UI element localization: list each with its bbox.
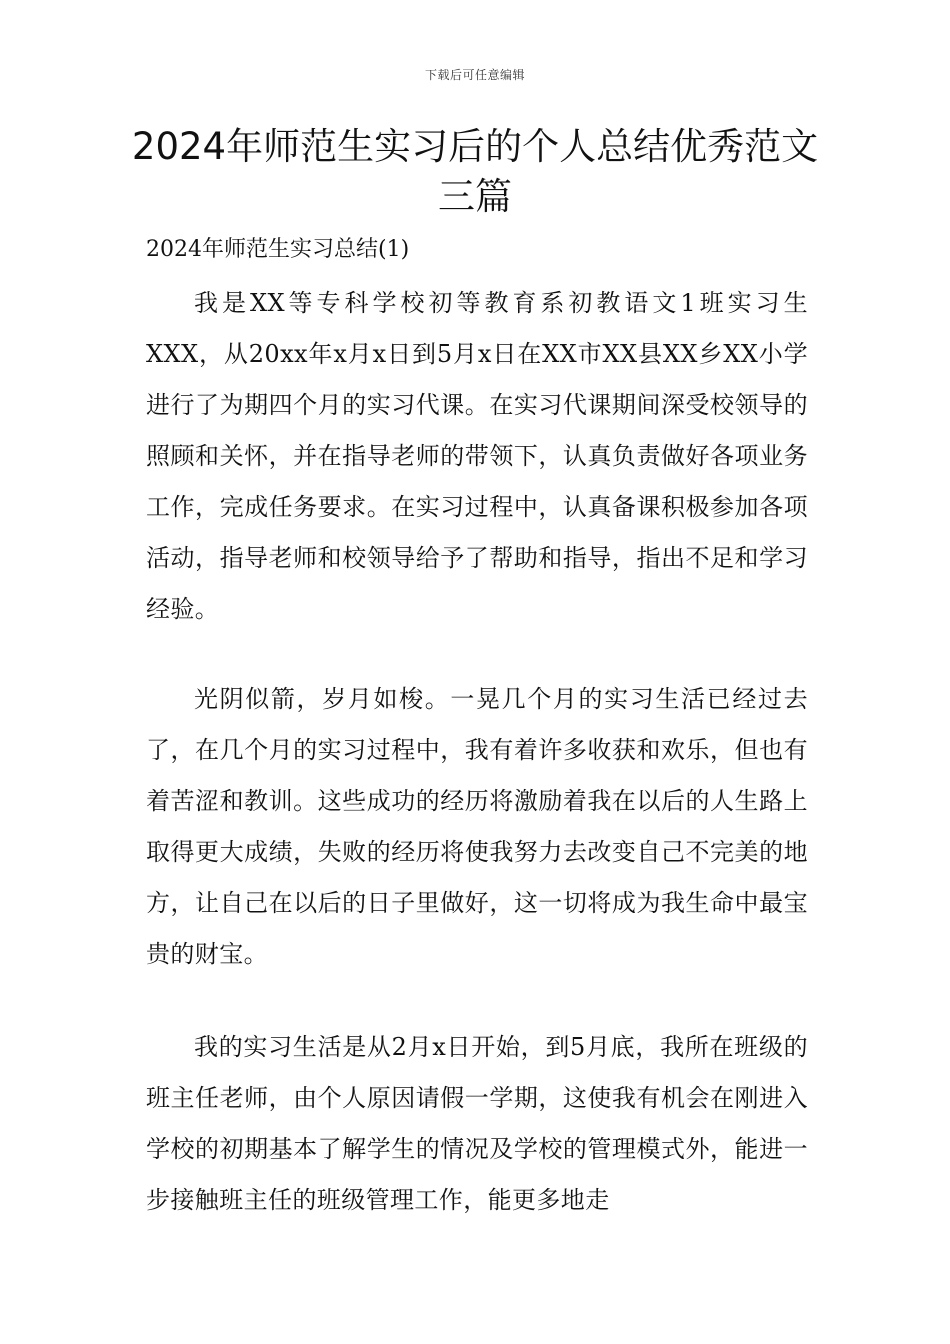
document-title: 2024年师范生实习后的个人总结优秀范文三篇 (131, 125, 819, 218)
body-paragraph: 光阴似箭，岁月如梭。一晃几个月的实习生活已经过去了，在几个月的实习过程中，我有着许多收获和欢乐，但也有着苦涩和教训。这些成功的经历将激励着我在以后的人生路上取得更大成绩，失败的经历将使我努力去改变自己不完美的地方，让自己在以后的日子里做好，这一切将成为我生命中最宝贵的财宝。 (146, 685, 808, 968)
body-paragraph: 我的实习生活是从2月x日开始，到5月底，我所在班级的班主任老师，由个人原因请假一学期，这使我有机会在刚进入学校的初期基本了解学生的情况及学校的管理模式外，能进一步接触班主任的班级管理工作，能更多地走 (146, 1033, 808, 1214)
header-note: 下载后可任意编辑 (424, 68, 525, 82)
section-heading: 2024年师范生实习总结(1) (146, 237, 410, 262)
body-paragraph: 我是XX等专科学校初等教育系初教语文1班实习生XXX，从20xx年x月x日到5月x日在XX市XX县XX乡XX小学进行了为期四个月的实习代课。在实习代课期间深受校领导的照顾和关怀，并在指导老师的带领下，认真负责做好各项业务工作，完成任务要求。在实习过程中，认真备课积极参加各项活动，指导老师和校领导给予了帮助和指导，指出不足和学习经验。 (146, 289, 808, 623)
